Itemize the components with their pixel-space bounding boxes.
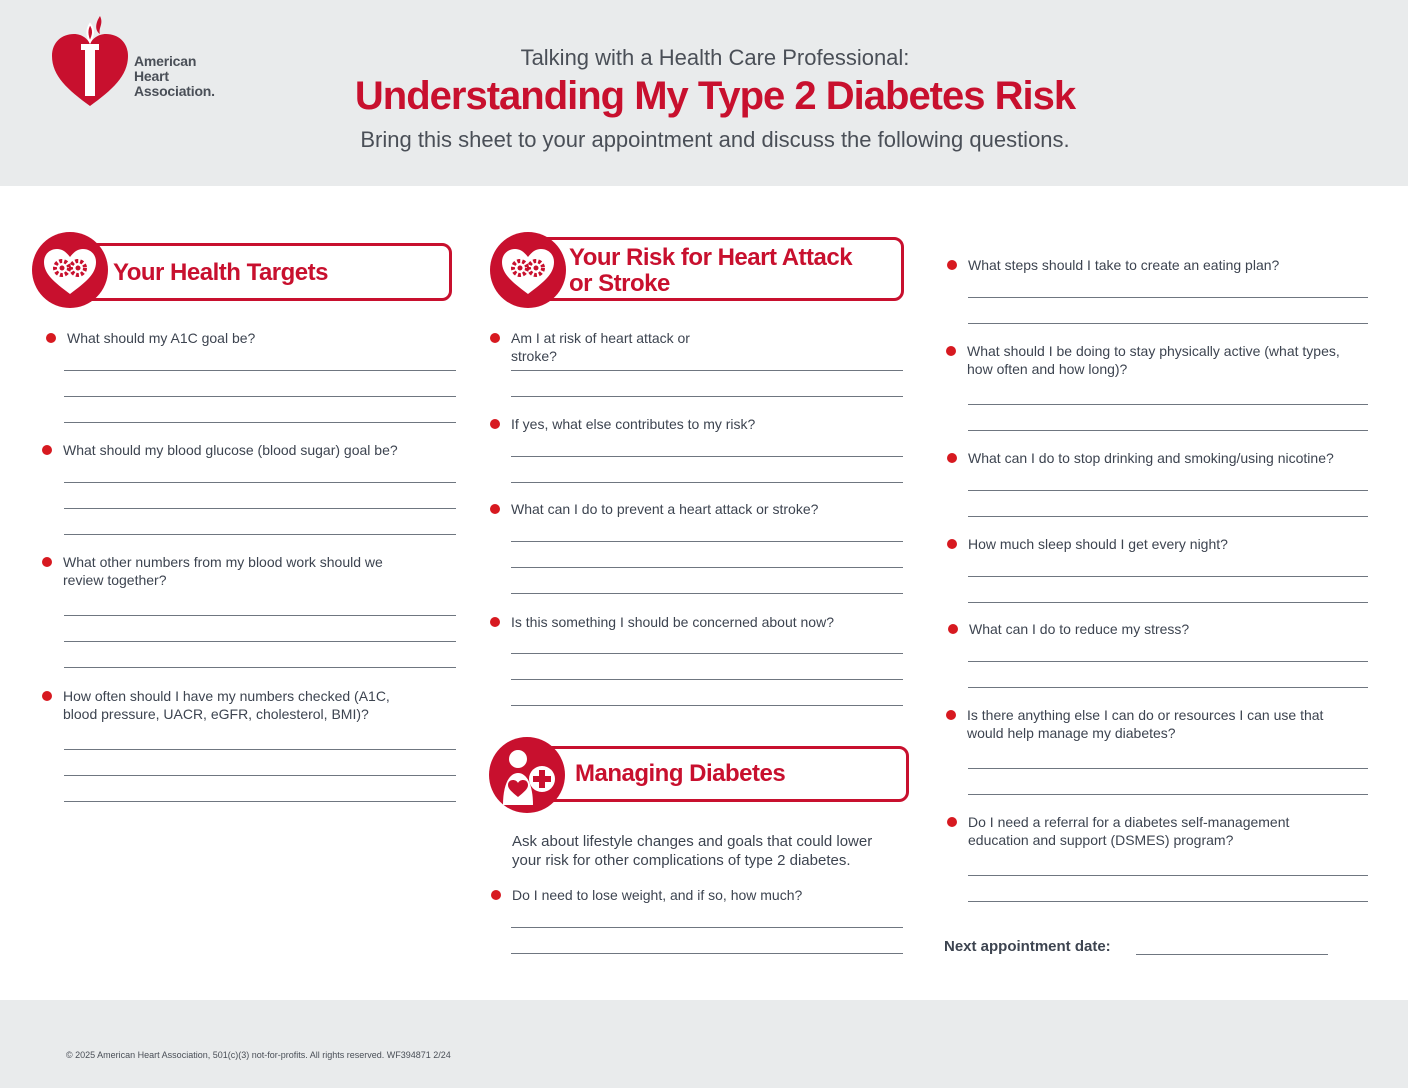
answer-line	[64, 396, 456, 397]
answer-line	[968, 602, 1368, 603]
question-reduce-stress	[969, 620, 1369, 638]
page-intro: Bring this sheet to your appointment and discuss the following questions.	[360, 127, 1070, 152]
question-dsmes-referral	[968, 813, 1338, 849]
answer-line	[511, 705, 903, 706]
answer-line	[511, 927, 903, 928]
footer-band	[0, 1000, 1408, 1088]
question-a1c-goal	[67, 329, 447, 347]
question-text: Is this something I should be concerned about now?	[511, 614, 834, 630]
answer-line	[511, 370, 903, 371]
question-text: What should my blood glucose (blood sugar) goal be?	[63, 442, 398, 458]
answer-line	[64, 370, 456, 371]
question-concerned-now	[511, 613, 901, 631]
question-stop-drinking-smoking	[968, 449, 1378, 467]
section-managing-title: Managing Diabetes	[575, 760, 786, 787]
answer-line	[64, 534, 456, 535]
footer-copyright: © 2025 American Heart Association, 501(c)(3) not-for-profits. All rights reserved. WF394871 2/24	[66, 1050, 451, 1060]
answer-line	[511, 541, 903, 542]
answer-line	[968, 794, 1368, 795]
question-text: What other numbers from my blood work should we review together?	[63, 554, 383, 588]
answer-line	[64, 749, 456, 750]
answer-line	[968, 490, 1368, 491]
answer-line	[968, 875, 1368, 876]
gears-heart-icon	[30, 230, 110, 310]
question-prevent	[511, 500, 901, 518]
bullet-icon	[42, 445, 52, 455]
section-health-targets-title: Your Health Targets	[113, 259, 328, 286]
question-text: What can I do to prevent a heart attack or stroke?	[511, 501, 819, 517]
section-heart-risk-title-line1: Your Risk for Heart Attack	[569, 244, 853, 271]
question-other-resources	[967, 706, 1327, 742]
question-physically-active	[967, 342, 1347, 378]
answer-line	[64, 775, 456, 776]
bullet-icon	[947, 539, 957, 549]
bullet-icon	[946, 346, 956, 356]
bullet-icon	[947, 260, 957, 270]
question-text: Is there anything else I can do or resources I can use that would help manage my diabetes?	[967, 707, 1324, 741]
answer-line	[511, 396, 903, 397]
question-text: How often should I have my numbers checked (A1C, blood pressure, UACR, eGFR, cholesterol, BMI)?	[63, 688, 390, 722]
answer-line	[968, 901, 1368, 902]
bullet-icon	[490, 419, 500, 429]
answer-line	[968, 323, 1368, 324]
section-heart-risk-title	[569, 245, 852, 297]
answer-line	[64, 667, 456, 668]
question-text: What should I be doing to stay physically active (what types, how often and how long)?	[967, 343, 1340, 377]
section-heart-risk-title-line2: or Stroke	[569, 270, 670, 297]
question-eating-plan	[968, 256, 1368, 274]
answer-line	[968, 661, 1368, 662]
answer-line	[968, 430, 1368, 431]
bullet-icon	[46, 333, 56, 343]
answer-line	[511, 953, 903, 954]
bullet-icon	[947, 453, 957, 463]
section-heart-risk-header	[516, 237, 904, 301]
bullet-icon	[946, 710, 956, 720]
question-lose-weight	[512, 886, 902, 904]
answer-line	[64, 615, 456, 616]
question-check-frequency	[63, 687, 423, 723]
answer-line	[511, 653, 903, 654]
bullet-icon	[42, 691, 52, 701]
answer-line	[968, 404, 1368, 405]
answer-line	[968, 768, 1368, 769]
answer-line	[64, 508, 456, 509]
question-text: Am I at risk of heart attack or stroke?	[511, 330, 690, 364]
bullet-icon	[490, 504, 500, 514]
logo-line-heart: Heart	[134, 68, 169, 84]
question-at-risk	[511, 329, 711, 365]
answer-line	[511, 567, 903, 568]
gears-heart-icon	[488, 230, 568, 310]
question-text: If yes, what else contributes to my risk?	[511, 416, 756, 432]
answer-line	[511, 679, 903, 680]
bullet-icon	[491, 890, 501, 900]
page-title: Understanding My Type 2 Diabetes Risk	[354, 74, 1076, 118]
person-plus-icon	[487, 735, 567, 815]
answer-line	[968, 297, 1368, 298]
question-text: What should my A1C goal be?	[67, 330, 256, 346]
section-health-targets-header	[58, 243, 452, 301]
question-text: What steps should I take to create an eating plan?	[968, 257, 1280, 273]
logo-line-association: Association.	[134, 83, 215, 99]
page-subtitle: Talking with a Health Care Professional:	[520, 45, 910, 70]
bullet-icon	[490, 617, 500, 627]
answer-line	[968, 576, 1368, 577]
question-text: Do I need to lose weight, and if so, how much?	[512, 887, 803, 903]
answer-line	[968, 687, 1368, 688]
bullet-icon	[490, 333, 500, 343]
answer-line	[968, 516, 1368, 517]
answer-line	[511, 456, 903, 457]
answer-line	[64, 641, 456, 642]
section-managing-description: Ask about lifestyle changes and goals that could lower your risk for other complications of type 2 diabetes.	[512, 833, 873, 869]
answer-line	[64, 482, 456, 483]
answer-line	[511, 593, 903, 594]
question-text: How much sleep should I get every night?	[968, 536, 1228, 552]
next-appointment-label: Next appointment date:	[944, 938, 1111, 955]
question-text: Do I need a referral for a diabetes self-management education and support (DSMES) program?	[968, 814, 1290, 848]
bullet-icon	[42, 557, 52, 567]
question-text: What can I do to stop drinking and smoking/using nicotine?	[968, 450, 1334, 466]
bullet-icon	[947, 817, 957, 827]
logo-line-american: American	[134, 53, 197, 69]
answer-line	[64, 422, 456, 423]
question-text: What can I do to reduce my stress?	[969, 621, 1190, 637]
question-sleep	[968, 535, 1368, 553]
bullet-icon	[948, 624, 958, 634]
question-contributes-risk	[511, 415, 901, 433]
answer-line	[511, 482, 903, 483]
answer-line	[64, 801, 456, 802]
question-blood-glucose-goal	[63, 441, 453, 459]
section-managing-header	[520, 746, 909, 802]
next-appointment-field[interactable]	[1136, 954, 1328, 955]
question-other-numbers	[63, 553, 403, 589]
